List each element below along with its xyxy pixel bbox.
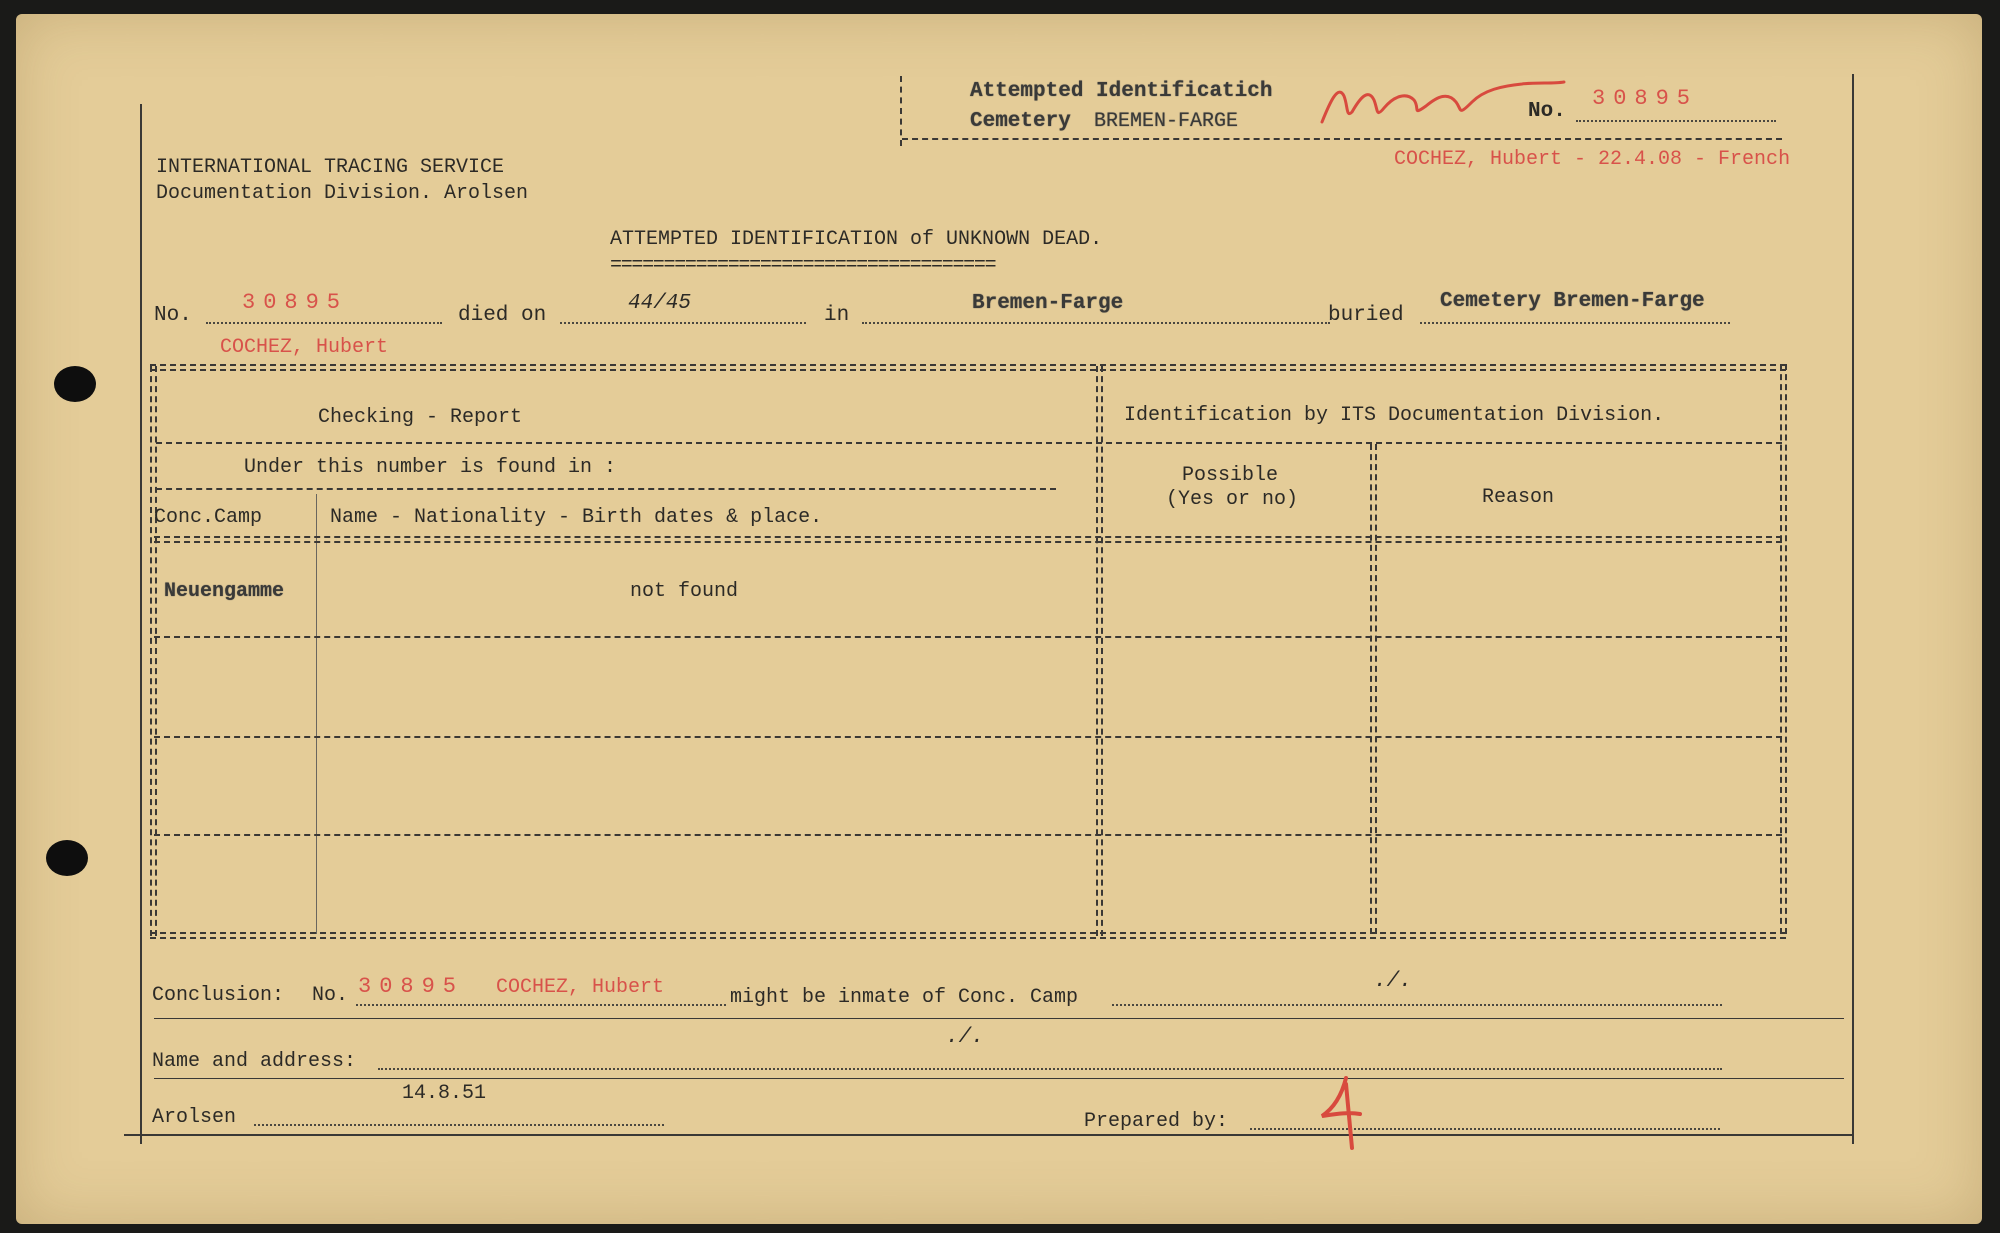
header-no-dots xyxy=(1576,120,1776,122)
table-right-border xyxy=(1780,364,1787,934)
name-address-label: Name and address: xyxy=(152,1050,357,1073)
record-name: COCHEZ, Hubert xyxy=(220,336,389,359)
name-address-rule xyxy=(154,1078,1844,1079)
table-row-line-2 xyxy=(154,736,1782,738)
row-1-name: not found xyxy=(630,580,739,603)
record-buried-dots xyxy=(1420,322,1730,324)
stamp-title: Attempted Identificatich xyxy=(970,80,1273,103)
table-right-header: Identification by ITS Documentation Division. xyxy=(1124,404,1665,427)
frame-right-line xyxy=(1852,74,1854,1144)
col-possible-header-2: (Yes or no) xyxy=(1166,488,1299,511)
record-in-label: in xyxy=(824,304,850,327)
record-died-value: 44/45 xyxy=(628,292,692,315)
footer-place-label: Arolsen xyxy=(152,1106,237,1129)
punch-hole-bottom xyxy=(46,840,88,876)
table-header-line xyxy=(156,442,1782,444)
table-reason-divider xyxy=(1370,444,1377,934)
conclusion-name-value: COCHEZ, Hubert xyxy=(496,976,665,999)
table-sub-header: Under this number is found in : xyxy=(244,456,617,479)
footer-prepared-label: Prepared by: xyxy=(1084,1110,1229,1133)
conclusion-rule xyxy=(154,1018,1844,1019)
table-subheader-line xyxy=(156,488,1056,490)
stamp-cemetery-label: Cemetery xyxy=(970,110,1071,133)
table-columns-line xyxy=(154,536,1782,543)
org-line2: Documentation Division. Arolsen xyxy=(156,182,529,205)
table-row-line-1 xyxy=(154,636,1782,638)
record-in-dots xyxy=(862,322,1330,324)
conclusion-no-dots xyxy=(356,1004,726,1006)
conclusion-label: Conclusion: xyxy=(152,984,285,1007)
footer-date-value: 14.8.51 xyxy=(402,1082,487,1105)
name-address-value: ./. xyxy=(946,1026,984,1049)
record-died-label: died on xyxy=(458,304,547,327)
conclusion-no-value: 30895 xyxy=(358,974,465,999)
col-possible-header-1: Possible xyxy=(1182,464,1279,487)
table-left-header: Checking - Report xyxy=(318,406,523,429)
conclusion-no-label: No. xyxy=(312,984,349,1007)
frame-bottom-line xyxy=(124,1134,1854,1136)
conclusion-text: might be inmate of Conc. Camp xyxy=(730,986,1079,1009)
footer-date-dots xyxy=(254,1124,664,1126)
col-name-header: Name - Nationality - Birth dates & place. xyxy=(330,506,823,529)
frame-left-line xyxy=(140,104,142,1144)
conclusion-camp-dots xyxy=(1112,1004,1722,1006)
col-camp-header: Conc.Camp xyxy=(154,506,263,529)
header-no-value: 30895 xyxy=(1592,86,1699,111)
table-center-divider xyxy=(1096,366,1103,936)
title-underline: ==================================== xyxy=(610,254,996,277)
row-1-camp: Neuengamme xyxy=(164,580,285,603)
record-no-dots xyxy=(206,322,442,324)
signature-mark xyxy=(1312,1074,1372,1154)
table-camp-divider xyxy=(316,494,317,934)
header-red-subtitle: COCHEZ, Hubert - 22.4.08 - French xyxy=(1394,148,1791,171)
record-no-label: No. xyxy=(154,304,192,327)
record-buried-label: buried xyxy=(1328,304,1404,327)
table-left-border xyxy=(150,366,157,936)
record-died-dots xyxy=(560,322,806,324)
stamp-cemetery-value: BREMEN-FARGE xyxy=(1094,110,1239,133)
table-top-border xyxy=(150,364,1786,371)
col-reason-header: Reason xyxy=(1482,486,1555,509)
record-buried-value: Cemetery Bremen-Farge xyxy=(1440,290,1705,313)
header-no-label: No. xyxy=(1528,100,1566,123)
punch-hole-top xyxy=(54,366,96,402)
page-title: ATTEMPTED IDENTIFICATION of UNKNOWN DEAD. xyxy=(610,228,1103,251)
record-in-value: Bremen-Farge xyxy=(972,292,1124,315)
record-no-value: 30895 xyxy=(242,290,349,315)
document-card xyxy=(16,14,1982,1224)
name-address-dots xyxy=(378,1068,1722,1070)
table-bottom-border xyxy=(150,932,1786,939)
table-row-line-3 xyxy=(154,834,1782,836)
stamp-box-left xyxy=(900,76,902,146)
org-line1: INTERNATIONAL TRACING SERVICE xyxy=(156,156,505,179)
conclusion-camp-value: ./. xyxy=(1374,970,1412,993)
